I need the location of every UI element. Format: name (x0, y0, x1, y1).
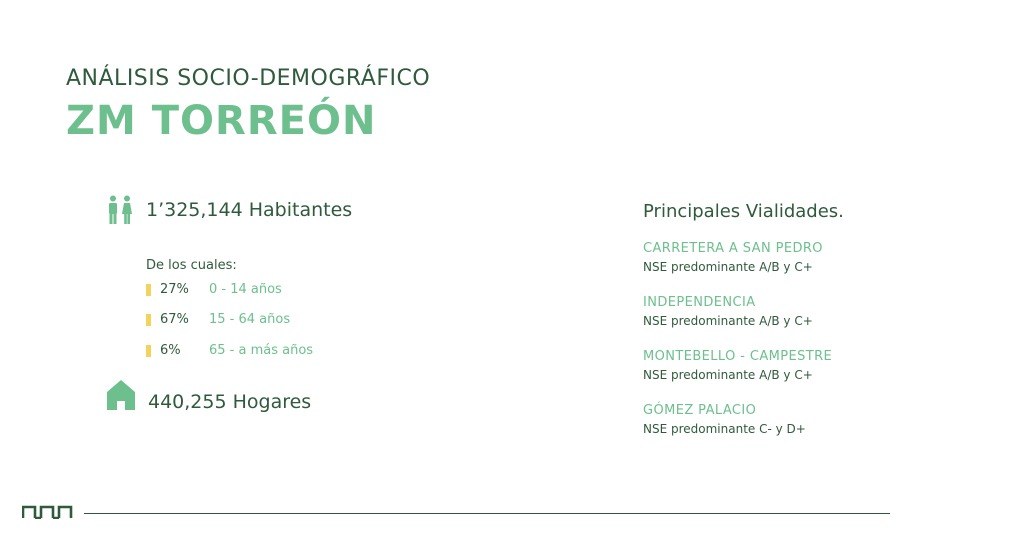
people-icon (106, 195, 134, 225)
age-percent: 67% (160, 312, 189, 327)
yellow-bar-icon (146, 314, 151, 326)
households-total: 440,255 Hogares (148, 391, 312, 413)
vialidad-name: GÓMEZ PALACIO (643, 403, 757, 418)
page-title: ZM TORREÓN (66, 98, 377, 144)
breakdown-label: De los cuales: (146, 258, 237, 273)
house-icon (106, 379, 136, 411)
brand-logo-icon (22, 505, 74, 519)
vialidad-name: CARRETERA A SAN PEDRO (643, 241, 823, 256)
vialidad-nse: NSE predominante A/B y C+ (643, 260, 813, 274)
vialidad-nse: NSE predominante C- y D+ (643, 422, 806, 436)
vialidad-name: INDEPENDENCIA (643, 295, 756, 310)
page-subtitle: ANÁLISIS SOCIO-DEMOGRÁFICO (66, 66, 431, 91)
vialidad-nse: NSE predominante A/B y C+ (643, 314, 813, 328)
population-total: 1’325,144 Habitantes (146, 199, 353, 221)
vialidad-name: MONTEBELLO - CAMPESTRE (643, 349, 833, 364)
age-range: 15 - 64 años (209, 312, 291, 327)
yellow-bar-icon (146, 284, 151, 296)
yellow-bar-icon (146, 345, 151, 357)
vialidad-item (643, 240, 943, 276)
footer-divider (84, 513, 890, 514)
vialidad-item (643, 348, 943, 384)
vialidad-item (643, 294, 943, 330)
age-range: 65 - a más años (209, 343, 314, 358)
vialidades-title: Principales Vialidades. (643, 201, 844, 222)
age-percent: 27% (160, 282, 189, 297)
age-range: 0 - 14 años (209, 282, 282, 297)
age-percent: 6% (160, 343, 181, 358)
vialidad-nse: NSE predominante A/B y C+ (643, 368, 813, 382)
vialidad-item (643, 402, 943, 438)
